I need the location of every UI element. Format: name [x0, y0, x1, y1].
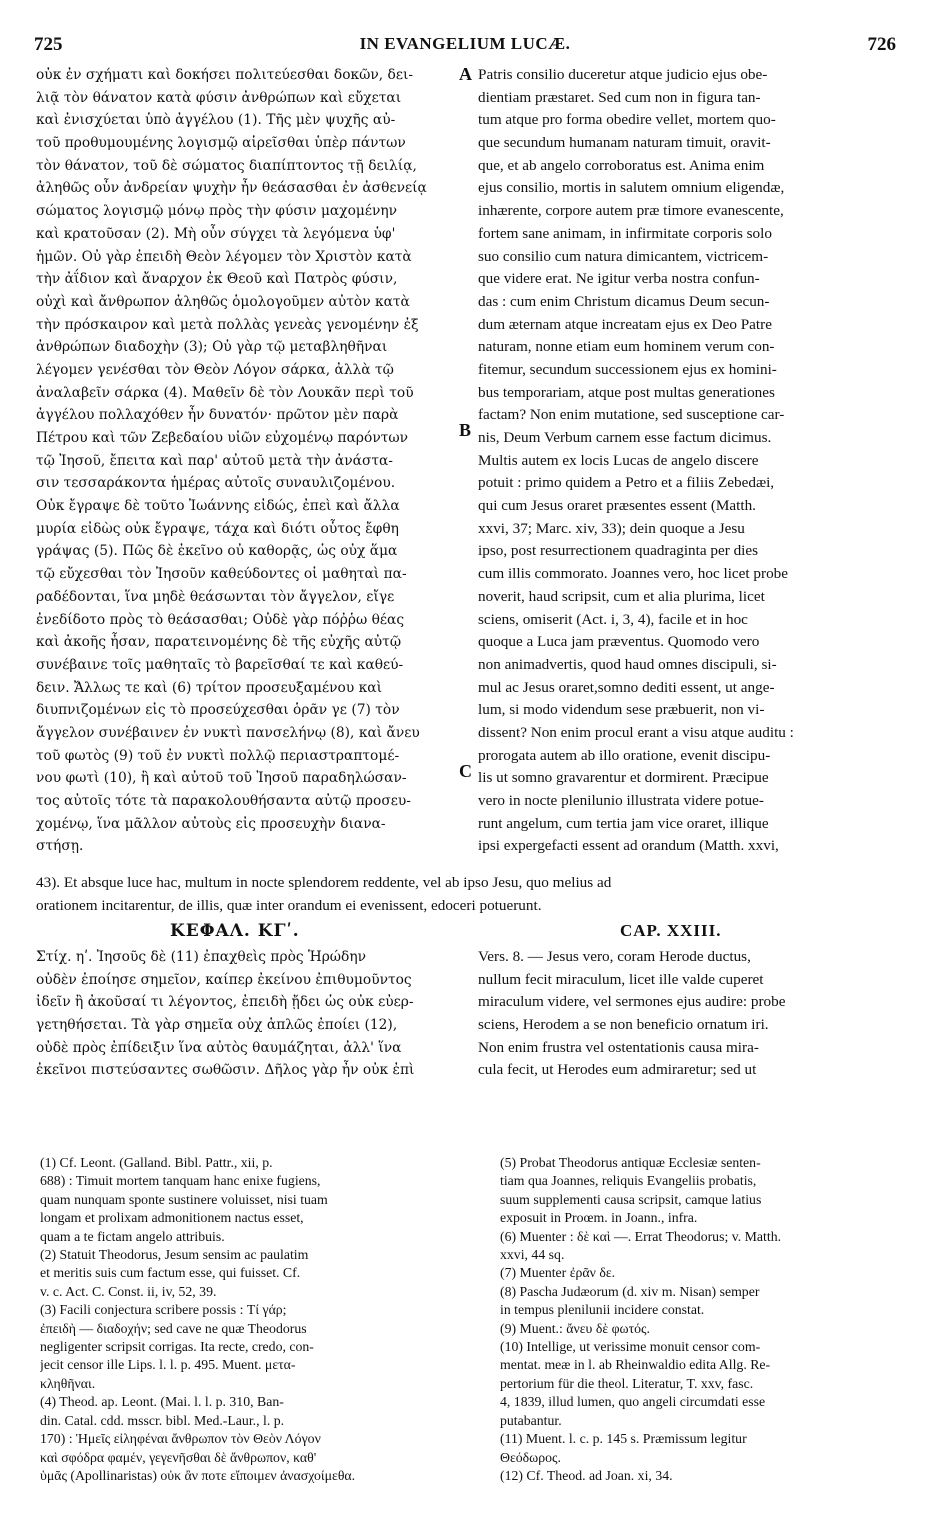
- latin-text-line: fortem sane animam, in infirmitate corporis solo: [478, 224, 772, 242]
- greek-text-line: τος αὐτοῖς τότε τὰ παρακολουθήσαντα αὐτῷ προσευ-: [36, 793, 411, 809]
- latin-text-line: dientiam præstaret. Sed cum non in figura tan-: [478, 88, 761, 106]
- footnote-line: (11) Muent. l. c. p. 145 s. Præmissum legitur: [500, 1431, 747, 1447]
- footnote-line: in tempus plenilunii incidere constat.: [500, 1302, 705, 1318]
- latin-text-line: xxvi, 37; Marc. xiv, 33); dein quoque a Jesu: [478, 519, 745, 537]
- greek-text-line: γετηθήσεται. Τὰ γὰρ σημεῖα οὐχ ἁπλῶς ἐποίει (12),: [36, 1017, 398, 1034]
- latin-chapter-heading: CAP. XXIII.: [620, 921, 722, 940]
- latin-text-line: fitemur, secundum successionem ejus ex homini-: [478, 360, 777, 378]
- greek-text-line: λιᾷ τὸν θάνατον κατὰ φύσιν ἀνθρώπων καὶ εὔχεται: [36, 89, 402, 106]
- latin-text-line: sciens, omiserit (Act. i, 3, 4), facile et in hoc: [478, 610, 748, 628]
- greek-text-line: τὴν πρόσκαιρον καὶ μετὰ πολλὰς γενεὰς γενομένην ἐξ: [36, 316, 419, 333]
- greek-text-line: στήσῃ.: [36, 838, 84, 855]
- footnote-line: et meritis suis cum factum esse, qui fuisset. Cf.: [40, 1265, 301, 1281]
- greek-text-line: γράψας (5). Πῶς δὲ ἐκεῖνο οὐ καθορᾷς, ὡς οὐχ ἅμα: [36, 543, 398, 560]
- footnote-line: jecit censor ille Lips. l. l. p. 495. Muent. μετα-: [40, 1357, 296, 1373]
- latin-text-line: Vers. 8. — Jesus vero, coram Herode ductus,: [478, 948, 751, 965]
- latin-text-line: tum atque pro forma obedire vellet, mortem quo-: [478, 111, 776, 129]
- latin-text-line: quoque a Luca jam præventus. Quomodo vero: [478, 633, 760, 651]
- latin-text-line: miraculum videre, vel sermones ejus audire: probe: [478, 993, 786, 1011]
- running-title: IN EVANGELIUM LUCÆ.: [359, 34, 571, 53]
- latin-text-line: dissent? Non enim procul erant a visu atque auditu :: [478, 723, 794, 741]
- latin-text-line: mul ac Jesus oraret,somno dediti essent, ut ange-: [478, 678, 775, 696]
- footnote-line: ἐπειδὴ — διαδοχήν; sed cave ne quæ Theodorus: [40, 1320, 307, 1336]
- latin-text-line: vero in nocte plenilunio illustrata videre potue-: [478, 792, 764, 809]
- greek-text-line: ἀληθῶς οὖν ἀνδρείαν ψυχὴν ἦν θεάσασθαι ἐν ἀσθενείᾳ: [36, 180, 427, 197]
- latin-text-line: non animadvertis, quod haud omnes discipuli, si-: [478, 655, 777, 673]
- latin-text-line: que, et ab angelo corroboratus est. Anima enim: [478, 156, 765, 174]
- latin-text-line: das : cum enim Christum dicamus Deum secun-: [478, 292, 770, 310]
- latin-text-line: lum, si modo videndum sese præbuerit, non vi-: [478, 701, 765, 719]
- footnotes-right: [500, 1154, 900, 1485]
- greek-text-line: χομένῳ, ἵνα μᾶλλον αὐτοὺς εἰς προσευχὴν διανα-: [36, 815, 386, 832]
- latin-text-line: ipsi expergefacti essent ad orandum (Matth. xxvi,: [478, 837, 779, 855]
- greek-text-line: τὴν ἀΐδιον καὶ ἄναρχον ἐκ Θεοῦ καὶ Πατρὸς φύσιν,: [36, 271, 398, 288]
- latin-text-line: nis, Deum Verbum carnem esse factum dicimus.: [478, 429, 772, 446]
- footnote-line: xxvi, 44 sq.: [500, 1247, 565, 1263]
- footnote-line: negligenter scripsit corrigas. Ita recte, credo, con-: [40, 1339, 314, 1355]
- footnote-line: v. c. Act. C. Const. ii, iv, 52, 39.: [40, 1283, 217, 1299]
- latin-column: [478, 64, 898, 858]
- latin-text-line: que secundum humanam naturam timuit, oravit-: [478, 134, 771, 152]
- footnote-line: longam et prolixam admonitionem nactus esset,: [40, 1210, 304, 1226]
- footnote-line: exposuit in Proœm. in Joann., infra.: [500, 1210, 698, 1226]
- footnote-line: (12) Cf. Theod. ad Joan. xi, 34.: [500, 1467, 673, 1483]
- latin-text-line: runt angelum, cum tertia jam vice oraret, illique: [478, 814, 769, 832]
- full-width-line: 43). Et absque luce hac, multum in nocte splendorem reddente, vel ab ipso Jesu, quo melius ad: [36, 874, 612, 891]
- greek-column: [36, 64, 456, 858]
- greek-text-line: συνέβαινε τοῖς μαθηταῖς τὸ βαρεῖσθαί τε καὶ καθεύ-: [36, 656, 404, 673]
- greek-text-line: οὐδὲ πρὸς ἐπίδειξιν ἵνα αὐτὸς θαυμάζηται, ἀλλ' ἵνα: [36, 1039, 402, 1056]
- footnote-line: (1) Cf. Leont. (Galland. Bibl. Pattr., xii, p.: [40, 1155, 273, 1170]
- greek-text-line: ἄγγελον συνέβαινεν ἐν νυκτὶ πανσελήνῳ (8), καὶ ἄνευ: [36, 724, 420, 741]
- greek-text-line: ραδέδονται, ἵνα μηδὲ θεάσωνται τὸν ἄγγελον, εἴγε: [36, 588, 395, 605]
- margin-marker-b: B: [459, 420, 472, 440]
- greek-text-line: καὶ κρατοῦσαν (2). Μὴ οὖν σύγχει τὰ λεγόμενα ὑφ': [36, 225, 396, 242]
- latin-text-line: ipso, post resurrectionem quadraginta per dies: [478, 542, 759, 560]
- footnote-line: quam a te fictam angelo attribuis.: [40, 1228, 225, 1244]
- footnotes-left: [40, 1154, 445, 1485]
- full-width-text: [36, 872, 898, 917]
- latin-text-line: Patris consilio duceretur atque judicio ejus obe-: [478, 66, 768, 83]
- greek-text-line: ἐκεῖνοι πιστεύσαντες σωθῶσιν. Δῆλος γὰρ ἦν οὐκ ἐπὶ: [36, 1062, 415, 1079]
- footnote-line: putabantur.: [500, 1412, 562, 1428]
- margin-marker-a: A: [459, 64, 472, 84]
- greek-text-line: ἡμῶν. Οὐ γὰρ ἐπειδὴ Θεὸν λέγομεν τὸν Χριστὸν κατὰ: [36, 248, 412, 265]
- footnote-line: (9) Muent.: ἄνευ δὲ φωτός.: [500, 1320, 650, 1336]
- footnote-line: suum supplementi causa scripsit, camque latius: [500, 1191, 762, 1207]
- latin-text-line: cum illis commorato. Joannes vero, hoc licet probe: [478, 565, 788, 583]
- latin-text-line: sciens, Herodem a se non beneficio ornatum iri.: [478, 1016, 769, 1034]
- greek-text-line: μυρία εἰδὼς οὐκ ἔγραψε, τάχα καὶ διότι οὗτος ἔφθη: [36, 520, 399, 537]
- latin-text-line: factam? Non enim mutatione, sed susceptione car-: [478, 406, 785, 424]
- page-number-left: 725: [34, 34, 63, 55]
- footnote-line: pertorium für die theol. Literatur, T. xxv, fasc.: [500, 1375, 754, 1391]
- latin-text-line: cula fecit, ut Herodes eum admiraretur; sed ut: [478, 1061, 757, 1079]
- greek-text-line: τοῦ προθυμουμένης λογισμῷ αἱρεῖσθαι ὑπὲρ πάντων: [36, 135, 406, 152]
- footnote-line: (7) Muenter ἐρᾶν δε.: [500, 1265, 616, 1281]
- latin-text-line: qui cum Jesus oraret præsentes essent (Matth.: [478, 497, 756, 515]
- footnote-line: mentat. meæ in l. ab Rheinwaldio edita Allg. Re-: [500, 1357, 771, 1373]
- footnote-line: din. Catal. cdd. msscr. bibl. Med.-Laur., l. p.: [40, 1412, 285, 1428]
- footnote-line: Θεόδωρος.: [500, 1449, 561, 1465]
- latin-text-line: Non enim frustra vel ostentationis causa mira-: [478, 1038, 759, 1056]
- greek-text-line: Στίχ. ηʹ. Ἰησοῦς δὲ (11) ἐπαχθεὶς πρὸς Ἡρώδην: [36, 949, 367, 965]
- greek-text-line: καὶ ἐνισχύεται ὑπὸ ἀγγέλου (1). Τῆς μὲν ψυχῆς αὐ-: [36, 112, 396, 129]
- latin-text-line: prorogata autem ab illo oratione, evenit discipu-: [478, 746, 771, 764]
- margin-marker-c: C: [459, 761, 472, 781]
- greek-text-line: ἀγγέλου πολλαχόθεν ἦν δυνατόν· πρῶτον μὲν παρὰ: [36, 407, 399, 424]
- footnote-line: (3) Facili conjectura scribere possis : Τί γάρ;: [40, 1302, 287, 1318]
- latin-column-2: [478, 946, 898, 1082]
- latin-text-line: Multis autem ex locis Lucas de angelo discere: [478, 451, 759, 469]
- greek-text-line: ἀναλαβεῖν σάρκα (4). Μαθεῖν δὲ τὸν Λουκᾶν περὶ τοῦ: [36, 384, 414, 401]
- greek-text-line: ἰδεῖν ἢ ἀκοῦσαί τι λέγοντος, ἐπειδὴ ᾔδει ὡς οὐκ εὐερ-: [36, 994, 414, 1011]
- greek-text-line: Οὐκ ἔγραψε δὲ τοῦτο Ἰωάννης εἰδώς, ἐπεὶ καὶ ἄλλα: [36, 498, 400, 515]
- greek-column-2: [36, 946, 456, 1082]
- latin-text-line: ejus consilio, mortis in salutem omnium eligendæ,: [478, 179, 785, 197]
- footnote-line: 688) : Timuit mortem tanquam hanc enixe fugiens,: [40, 1173, 321, 1189]
- greek-text-line: οὐχὶ καὶ ἄνθρωπον ἀληθῶς ὁμολογοῦμεν αὐτὸν κατὰ: [36, 293, 410, 310]
- latin-text-line: que videre erat. Ne igitur verba nostra confun-: [478, 270, 760, 288]
- footnote-line: (6) Muenter : δὲ καὶ —. Errat Theodorus; v. Matth.: [500, 1228, 782, 1244]
- latin-text-line: naturam, nonne etiam eum hominem verum con-: [478, 338, 775, 356]
- greek-text-line: τῷ εὔχεσθαι τὸν Ἰησοῦν καθεύδοντες οἱ μαθηταὶ πα-: [36, 566, 407, 583]
- footnote-line: ὑμᾶς (Apollinaristas) οὐκ ἂν ποτε εἴποιμεν ἀνασχοίμεθα.: [40, 1467, 356, 1483]
- latin-text-line: inhærente, corpore autem præ timore evanescente,: [478, 202, 784, 220]
- greek-text-line: νου φωτὶ (10), ἢ καὶ αὐτοῦ τοῦ Ἰησοῦ παραδηλώσαν-: [36, 770, 407, 787]
- greek-text-line: ἐνεδίδοτο πρὸς τὸ θεάσασθαι; Οὐδὲ γὰρ πόῤῥω θέας: [36, 611, 405, 628]
- greek-text-line: καὶ ἀκοῆς ἦσαν, παρατεινομένης δὲ τῆς εὐχῆς αὐτῷ: [36, 634, 402, 651]
- latin-text-line: nullum fecit miraculum, licet ille valde cuperet: [478, 970, 764, 988]
- footnote-line: (8) Pascha Judæorum (d. xiv m. Nisan) semper: [500, 1283, 760, 1299]
- footnote-line: κληθῆναι.: [40, 1375, 96, 1391]
- greek-text-line: τὸν θάνατον, τοῦ δὲ σώματος διαπίπτοντος τῇ δειλίᾳ,: [36, 157, 417, 174]
- page-number-right: 726: [867, 34, 896, 55]
- greek-text-line: λέγομεν γενέσθαι τὸν Θεὸν Λόγον σάρκα, ἀλλὰ τῷ: [36, 361, 394, 378]
- latin-text-line: bus temporariam, atque post multas generationes: [478, 383, 775, 401]
- latin-text-line: lis ut somno gravarentur et dormirent. Præcipue: [478, 769, 769, 787]
- footnote-line: (10) Intellige, ut verissime monuit censor com-: [500, 1339, 761, 1355]
- latin-text-line: noverit, haud scripsit, cum et alia plurima, licet: [478, 587, 765, 605]
- footnote-line: tiam qua Joannes, reliquis Evangeliis probatis,: [500, 1173, 757, 1189]
- greek-text-line: δειν. Ἄλλως τε καὶ (6) τρίτον προσευξαμένου καὶ: [36, 679, 382, 696]
- greek-text-line: οὐκ ἐν σχήματι καὶ δοκήσει πολιτεύεσθαι δοκῶν, δει-: [36, 67, 414, 83]
- greek-text-line: διυπνιζομένων εἰς τὸ προσεύχεσθαι ὁρᾶν γε (7) τὸν: [36, 702, 400, 719]
- page-header: [34, 34, 896, 60]
- greek-text-line: Πέτρου καὶ τῶν Ζεβεδαίου υἱῶν εὐχομένῳ παρόντων: [36, 430, 408, 446]
- greek-text-line: οὐδὲν ἐποίησε σημεῖον, καίπερ ἐκείνου ἐπιθυμοῦντος: [36, 971, 412, 988]
- full-width-line: orationem incitarentur, de illis, quæ inter orandum ei evenissent, edoceri potuerunt.: [36, 896, 542, 914]
- footnote-line: (5) Probat Theodorus antiquæ Ecclesiæ senten-: [500, 1155, 761, 1170]
- greek-text-line: ἀνθρώπων διαδοχὴν (3); Οὐ γὰρ τῷ μεταβληθῆναι: [36, 339, 388, 356]
- footnote-line: 170) : Ἡμεῖς εἰληφέναι ἄνθρωπον τὸν Θεὸν Λόγον: [40, 1431, 321, 1447]
- greek-text-line: τῷ Ἰησοῦ, ἔπειτα καὶ παρ' αὐτοῦ μετὰ τὴν ἀνάστα-: [36, 452, 393, 469]
- footnote-line: (2) Statuit Theodorus, Jesum sensim ac paulatim: [40, 1247, 309, 1263]
- greek-text-line: τοῦ φωτὸς (9) τοῦ ἐν νυκτὶ πολλῷ περιαστραπτομέ-: [36, 747, 400, 764]
- latin-text-line: dum æternam atque increatam ejus ex Deo Patre: [478, 315, 772, 333]
- footnote-line: καὶ σφόδρα φαμέν, γεγενῆσθαι δὲ ἄνθρωπον, καθ': [40, 1449, 317, 1465]
- latin-text-line: potuit : primo quidem a Petro et a filiis Zebedæi,: [478, 474, 775, 492]
- footnote-line: 4, 1839, illud lumen, quo angeli circumdati esse: [500, 1394, 766, 1410]
- greek-text-line: σιν τεσσαράκοντα ἡμέρας αὐτοῖς συναυλιζομένου.: [36, 475, 396, 492]
- footnote-line: quam nunquam sponte sustinere voluisset, nisi tuam: [40, 1191, 328, 1207]
- latin-text-line: suo consilio cum natura dimicantem, victricem-: [478, 247, 769, 265]
- footnote-line: (4) Theod. ap. Leont. (Mai. l. l. p. 310, Ban-: [40, 1394, 284, 1410]
- greek-chapter-heading: ΚΕΦΑΛ. ΚΓʹ.: [170, 921, 300, 941]
- greek-text-line: σώματος λογισμῷ μόνῳ πρὸς τὴν φύσιν μαχομένην: [36, 203, 398, 220]
